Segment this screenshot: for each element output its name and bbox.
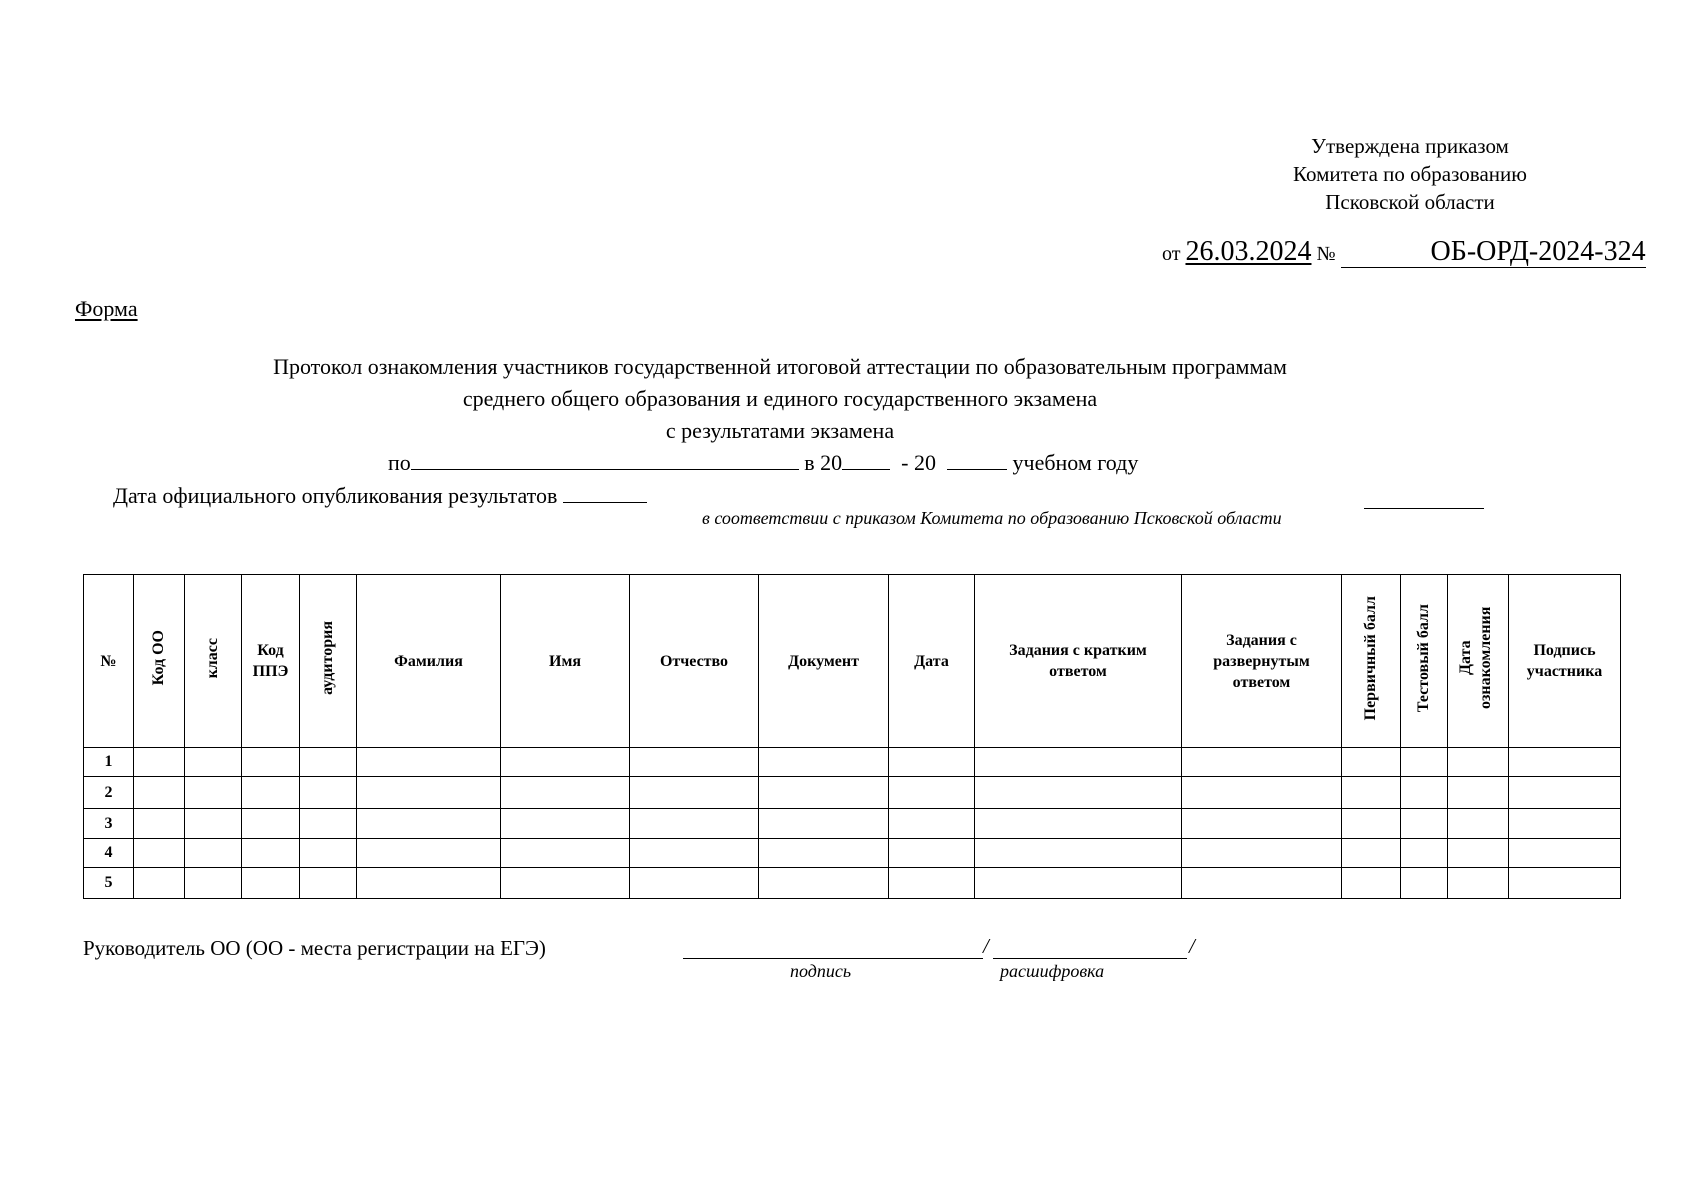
- header-short-answer-label: Задания с кратким ответом: [1009, 642, 1147, 680]
- table-row: [84, 748, 1621, 777]
- header-surname: Фамилия: [357, 575, 501, 748]
- header-number: №: [84, 575, 134, 748]
- header-short-answer: [975, 575, 1182, 748]
- table-row: [84, 839, 1621, 868]
- header-name: Имя: [501, 575, 630, 748]
- order-from-label: от: [1162, 243, 1181, 265]
- results-table: [83, 574, 1621, 899]
- header-auditorium: [300, 575, 357, 748]
- header-extended-answer: [1182, 575, 1342, 748]
- header-patronymic: Отчество: [630, 575, 759, 748]
- footer-slash-1: /: [983, 934, 989, 958]
- approval-block: [1230, 132, 1590, 216]
- header-primary-score-label: Первичный балл: [1362, 595, 1379, 721]
- title-line-2: среднего общего образования и единого государственного экзамена: [462, 386, 1098, 411]
- order-number-label: №: [1316, 243, 1336, 265]
- header-test-score-label: Тестовый балл: [1415, 603, 1432, 713]
- approval-line-3: Псковской области: [1325, 190, 1495, 214]
- header-extended-answer-label: Задания с развернутым ответом: [1213, 631, 1310, 691]
- form-label: Форма: [75, 296, 138, 321]
- order-line: [1162, 236, 1646, 268]
- footer-label: Руководитель ОО (ОО - места регистрации на ЕГЭ): [83, 936, 546, 960]
- year-label-2: - 20: [901, 450, 936, 475]
- header-test-score: [1401, 575, 1448, 748]
- header-primary-score: [1342, 575, 1401, 748]
- header-auditorium-label: аудитория: [319, 621, 336, 695]
- approval-line-1: Утверждена приказом: [1311, 134, 1509, 158]
- publication-note: в соответствии с приказом Комитета по образованию Псковской области: [702, 508, 1282, 528]
- title-line-4: [388, 450, 1138, 476]
- table-row: [84, 809, 1621, 839]
- header-date: Дата: [889, 575, 975, 748]
- year-blank-1: [842, 451, 890, 470]
- header-review-date: [1448, 575, 1509, 748]
- title-line-1: Протокол ознакомления участников государственной итоговой аттестации по образовательным программам: [273, 354, 1287, 379]
- row-number: 1: [84, 748, 134, 777]
- header-school-code: [134, 575, 185, 748]
- school-year-suffix: учебном году: [1012, 450, 1139, 475]
- order-date: 26.03.2024: [1185, 236, 1312, 267]
- header-ppe-code-label: Код ППЭ: [252, 642, 289, 680]
- subject-blank: [411, 451, 799, 470]
- header-document: Документ: [759, 575, 889, 748]
- header-class: [185, 575, 242, 748]
- header-ppe-code: [242, 575, 300, 748]
- header-class-label: класс: [204, 637, 221, 679]
- publication-note-blank: [1364, 508, 1484, 509]
- signature-line: [683, 958, 983, 959]
- table-row: [84, 777, 1621, 809]
- header-school-code-label: Код ОО: [150, 630, 167, 686]
- signature-caption: подпись: [790, 961, 852, 981]
- publication-date-blank: [563, 484, 647, 503]
- row-number: 3: [84, 809, 134, 839]
- table-header-row: [84, 575, 1621, 748]
- subject-prefix: по: [388, 450, 411, 475]
- approval-line-2: Комитета по образованию: [1293, 162, 1527, 186]
- year-blank-2: [947, 451, 1007, 470]
- row-number: 5: [84, 868, 134, 899]
- table-row: [84, 868, 1621, 899]
- order-number: ОБ-ОРД-2024-324: [1341, 237, 1646, 268]
- publication-line: [113, 483, 647, 509]
- row-number: 4: [84, 839, 134, 868]
- decoding-line: [993, 958, 1187, 959]
- decoding-caption: расшифровка: [1000, 961, 1105, 981]
- publication-label: Дата официального опубликования результатов: [113, 483, 558, 508]
- title-line-3: с результатами экзамена: [665, 418, 895, 443]
- year-label-1: в 20: [804, 450, 843, 475]
- row-number: 2: [84, 777, 134, 809]
- header-signature: [1509, 575, 1621, 748]
- header-review-date-label: Дата ознакомления: [1457, 606, 1494, 710]
- header-signature-label: Подпись участника: [1526, 642, 1603, 680]
- footer-slash-2: /: [1189, 934, 1195, 958]
